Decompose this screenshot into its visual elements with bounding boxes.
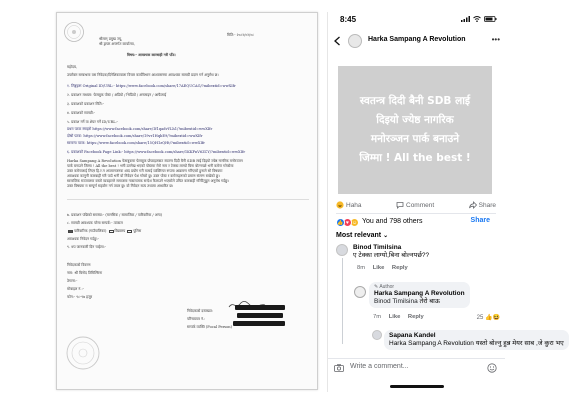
letter-date: मिति:- २०८२/०२/०८ — [227, 33, 254, 37]
letter-checkbox-row: पारिवारिक (गाउँपालिका) विद्यालय पुलिस — [67, 229, 309, 233]
checkbox — [127, 230, 132, 233]
reply-link[interactable]: Reply — [391, 265, 408, 271]
comment-reaction-number: 25 — [476, 315, 484, 321]
more-options-icon[interactable]: ••• — [491, 35, 500, 44]
comment-bubble[interactable] — [369, 282, 470, 308]
comment-text — [374, 298, 465, 306]
letter-line: आवश्यक कानुनी कारबाही गरी पाउँ भनी यो निवेदन पेश गरेको छु। उक्त पोस्ट र कमेन्टहरूको प्रमाण संलग्न राखेको छु। — [67, 174, 220, 178]
letter-line: निवेदकको विवरण — [67, 263, 91, 267]
comment-body: तेरो बाऊ — [419, 298, 440, 305]
haha-reaction-icon: 😆 — [492, 315, 500, 321]
letter-link: सामान्य पटक: https://www.facebook.com/share/15QH1zQHt/?mibextid=wwXIfr — [67, 141, 205, 145]
letter-line: सामाजिक सञ्जालमा यस्तो व्यवहारले समाजमा नकारात्मक सन्देश फैलाउने भएकोले उचित कारबाही गरिदिनुहुन अनुरोध गर्दछु। — [67, 179, 229, 183]
haha-button[interactable] — [336, 199, 362, 211]
letter-line: Harka Sampang A Revolution फेसबुकमा फेसबुक प्रोफाइलबाट स्वतन्त्र दिदी बैनी SDB लाई दिइयो ज्येष्ठ नागरिक मनोरञ्जन — [67, 159, 243, 163]
seal-stamp-icon — [63, 21, 85, 43]
share-button[interactable] — [469, 199, 496, 211]
letter-line: महोदय, — [67, 65, 78, 69]
share-icon — [469, 201, 477, 209]
redaction-bar — [237, 313, 283, 318]
letter-line: श्रीमान् प्रमुख ज्यू, — [99, 37, 123, 41]
comment-meta — [357, 265, 408, 271]
letter-line: ३. प्रकाशको प्रकाशन मिति:- — [67, 102, 104, 106]
comment-reply — [354, 282, 502, 326]
letter-line: पार्क बनाउने जिम्मा ! All the best ! भनी उल्लेख भएको पोस्टमा मेरो नाम र टेक्का लाग्यो बिना बोल्नपर्छ भनी कमेन्ट गरेकोमा — [67, 164, 234, 168]
comment-author[interactable]: Binod Timilsina — [353, 244, 402, 251]
comment-bubble[interactable] — [384, 330, 569, 350]
comment-author[interactable]: Sapana Kandel — [389, 332, 436, 339]
letter-line: निवेदकको दस्तखत: — [187, 309, 213, 313]
haha-reaction-icon: ☺ — [351, 219, 358, 226]
letter-line: परिचयपत्र नं.: — [187, 317, 206, 321]
checkbox — [109, 230, 114, 233]
letter-line: ९. थप जानकारी दिन चाहेमा:- — [67, 245, 107, 249]
avatar[interactable] — [354, 286, 366, 298]
comment-text: ए टेक्का लाग्यो,बिना बोल्नपर्छ?? — [353, 252, 430, 259]
wifi-icon — [473, 16, 481, 22]
letter-line: ७. प्रकाशन पछिको समस्या:- (मानसिक / सामाजिक / पारिवारिक / अन्य) — [67, 213, 162, 217]
like-reaction-icon: 👍 — [337, 219, 344, 226]
thread-line — [342, 258, 343, 344]
letter-link: प्रथम पटक स्माहरो https://www.facebook.com/share/1f1qadvYLh1/?mibextid=wwXIfr — [67, 127, 213, 131]
comment-composer — [328, 358, 505, 378]
page-avatar[interactable] — [348, 34, 362, 48]
letter-line: ८. सामग्री आवश्यक परेमा सम्पर्क:- तत्काल — [67, 221, 123, 225]
comment-button[interactable] — [396, 199, 434, 211]
avatar[interactable] — [336, 244, 348, 256]
letter-line: मोबाइल नं.:- — [67, 287, 84, 291]
letter-line: आवश्यक निवेदन गर्दछु:- — [67, 237, 100, 241]
letter-link: ६. प्रकाशको Facebook Page Link:- https://www.facebook.com/share/1KKFnV6ZCY/?mibextid=wwXIfr — [67, 150, 246, 154]
redaction-bar — [233, 321, 285, 326]
haha-icon — [336, 201, 344, 209]
back-arrow-icon[interactable] — [333, 36, 341, 46]
reaction-count: You and 798 others — [362, 218, 423, 225]
comment-text: Harka Sampang A Revolution यस्तो बोल्नु हुन्न मेयर साब ,जे कुरा भए — [389, 340, 564, 347]
post-image-line: मनोरञ्जन पार्क बनाउने — [370, 133, 460, 145]
letter-line: उपरोक्त सम्बन्धमा यस निवेदक/दिनेशिकावाला विचार कार्यविभाग आश्वासनमा आवश्यक सामग्री प्रदान गर्न अनुरोध छ। — [67, 73, 219, 77]
post-actions — [336, 199, 496, 211]
comment-reply — [372, 330, 564, 360]
redaction-bar — [235, 305, 285, 310]
divider — [67, 199, 309, 200]
comment-time: 8m — [357, 265, 366, 271]
author-badge: ✎ Author — [374, 284, 395, 290]
checkbox — [68, 230, 73, 233]
emoji-icon[interactable] — [487, 363, 497, 373]
comment-meta — [373, 314, 424, 320]
scanned-letter — [56, 12, 318, 390]
comment-reaction-count[interactable] — [477, 314, 500, 321]
post-author[interactable]: Harka Sampang A Revolution — [368, 36, 466, 43]
home-indicator — [390, 385, 444, 388]
author-badge-label: Author — [379, 284, 395, 290]
post-header — [328, 31, 505, 53]
comment-author[interactable]: Harka Sampang A Revolution — [374, 290, 465, 297]
letter-line: श्री ड्राफ्ट अन्तर्गत कार्यालय, — [99, 42, 135, 46]
like-link[interactable]: Like — [388, 314, 401, 320]
comment-item — [336, 244, 501, 284]
like-link[interactable]: Like — [372, 265, 385, 271]
phone-screen — [327, 12, 564, 392]
post-image[interactable] — [338, 66, 492, 194]
letter-line: फोन:- ९८-९७ हजुर — [67, 295, 93, 299]
post-image-line: जिम्मा ! All the best ! — [359, 152, 471, 164]
letter-link: दोस्रो पटक: https://www.facebook.com/share/19vr1HqbE9/?mibextid=wwXIfr — [67, 134, 203, 138]
signal-icon — [461, 16, 470, 22]
sort-label: Most relevant — [336, 232, 382, 239]
post-image-line: दिइयो ज्येष्ठ नागरिक — [376, 114, 454, 126]
letter-line: ५. प्रकाश गर्ने वा शेयर गर्ने ID/URL:- — [67, 120, 119, 124]
status-bar — [328, 12, 505, 28]
status-time: 8:45 — [340, 15, 357, 24]
divider — [336, 213, 496, 214]
comment-label: Comment — [406, 201, 435, 209]
letter-line: उक्त कमेन्टलाई लिएर हि.र.न अपमानजनक शब्द प्रयोग गरी मलाई व्यक्तिगत रूपमा आक्रमण गरिएको हुनाले सो विषयमा — [67, 169, 223, 173]
letter-link: १. लिङ्कहरू Original ID/URL:- https://www.facebook.com/share/17AEQUCAG/?mibextid=wwXIfr — [67, 84, 236, 88]
round-stamp-icon — [65, 335, 101, 371]
chevron-down-icon: ⌄ — [383, 233, 389, 239]
battery-icon — [484, 16, 497, 22]
letter-line: २. प्रकाशन माध्यम: फेसबुक पोस्ट / अडियो / भिडियो / अनलाइन / आफैलाई — [67, 93, 167, 97]
status-icons — [461, 16, 497, 22]
camera-icon[interactable] — [334, 364, 344, 372]
mention-link[interactable]: Binod Timilsina — [374, 298, 418, 305]
love-reaction-icon: ♥ — [343, 218, 352, 227]
share-link[interactable]: Share — [470, 217, 490, 224]
comment-sort-dropdown[interactable] — [336, 232, 388, 239]
like-reaction-icon: 👍 — [485, 315, 493, 321]
avatar[interactable] — [372, 330, 382, 340]
letter-line: सम्पर्क व्यक्ति (Focal Person) — [187, 325, 233, 329]
haha-label: Haha — [346, 201, 362, 209]
letter-line: ४. प्रकाशको सामग्री:- — [67, 111, 96, 115]
letter-line: ठेगाना:- — [67, 279, 78, 283]
comment-bubble[interactable] — [353, 244, 429, 260]
letter-line: नाम: श्री बिनोद तिमिल्सिना — [67, 271, 103, 275]
letter-line: उक्त विषयमा म सम्पूर्ण सहयोग गर्न तयार छु। यो निवेदन सत्य तथ्यमा आधारित छ। — [67, 184, 174, 188]
post-image-line: स्वतन्त्र दिदी बैनी SDB लाई — [359, 95, 471, 107]
comment-input[interactable]: Write a comment... — [350, 363, 409, 370]
reply-link[interactable]: Reply — [407, 314, 424, 320]
comment-icon — [396, 201, 404, 209]
reaction-summary[interactable] — [336, 217, 496, 229]
letter-subject: विषय:- आवश्यक कारबाही गरी पाँउ। — [127, 53, 176, 57]
reaction-icons — [336, 218, 359, 227]
share-label: Share — [478, 201, 496, 209]
comment-time: 7m — [373, 314, 382, 320]
